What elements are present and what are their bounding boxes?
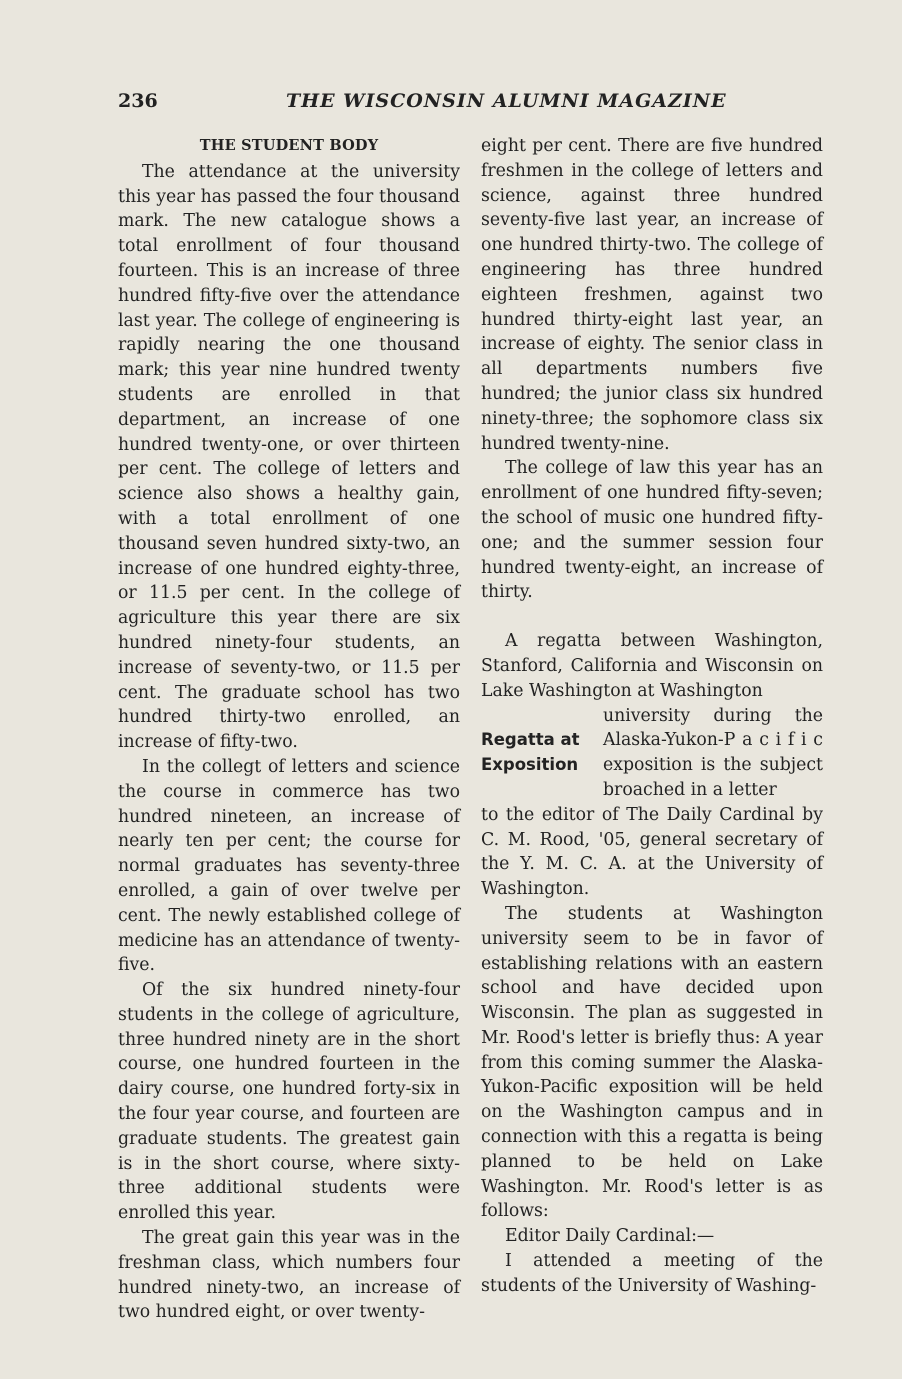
paragraph: The great gain this year was in the freshman class, which numbers four hundred ninety-two, an increase of two hundred eight, or over twenty- bbox=[118, 1228, 460, 1323]
sidehead-block bbox=[481, 704, 823, 803]
paragraph: In the collegt of letters and science the course in commerce has two hundred nineteen, an increase of nearly ten per cent; the course for normal graduates has seventy-three enrolled, a gain of over twelve per cent. The newly established college of medicine has an attendance of twenty-five. bbox=[118, 756, 460, 976]
right-column bbox=[481, 134, 823, 1299]
paragraph: The attendance at the university this year has passed the four thousand mark. The new catalogue shows a total enrollment of four thousand fourteen. This is an increase of three hundred fifty-five over the attendance last year. The college of engineering is rapidly nearing the one thousand mark; this year nine hundred twenty students are enrolled in that department, an increase of one hundred twenty-one, or over thirteen per cent. The college of letters and science also shows a healthy gain, with a total enrollment of one thousand seven hundred sixty-two, an increase of one hundred eighty-three, or 11.5 per cent. In the college of agriculture this year there are six hundred ninety-four students, an increase of seventy-two, or 11.5 per cent. The graduate school has two hundred thirty-two enrolled, an increase of fifty-two. bbox=[118, 161, 460, 753]
paragraph: Of the six hundred ninety-four students in the college of agriculture, three hundred ninety are in the short course, one hundred fourteen in the dairy course, one hundred forty-six in the four year course, and fourteen are graduate students. The greatest gain is in the short course, where sixty-three additional students were enrolled this year. bbox=[118, 980, 460, 1224]
left-column bbox=[118, 134, 460, 1325]
paragraph: The college of law this year has an enrollment of one hundred fifty-seven; the school of music one hundred fifty-one; and the summer session four hundred twenty-eight, an increase of thirty. bbox=[481, 458, 823, 603]
journal-title: THE WISCONSIN ALUMNI MAGAZINE bbox=[286, 90, 727, 112]
paragraph: eight per cent. There are five hundred freshmen in the college of letters and science, against three hundred seventy-five last year, an increase of one hundred thirty-two. The college of engineering has three hundred eighteen freshmen, against two hundred thirty-eight last year, an increase of eighty. The senior class in all departments numbers five hundred; the junior class six hundred ninety-three; the sophomore class six hundred twenty-nine. bbox=[481, 136, 823, 454]
page-header bbox=[118, 86, 828, 122]
paragraph: I attended a meeting of the students of the University of Washing- bbox=[481, 1251, 823, 1296]
paragraph: to the editor of The Daily Cardinal by C. M. Rood, '05, general secretary of the Y. M. C. A. at the University of Washington. bbox=[481, 804, 823, 900]
paragraph: university during the Alaska-Yukon-P a c i f i c exposition is the subject broached in a letter bbox=[603, 705, 823, 800]
paragraph: Editor Daily Cardinal:— bbox=[505, 1226, 715, 1247]
sidehead-line: Exposition bbox=[481, 755, 579, 775]
page-number: 236 bbox=[118, 90, 158, 112]
section-heading: THE STUDENT BODY bbox=[199, 137, 379, 154]
sidehead-line: Regatta at bbox=[481, 730, 580, 750]
paragraph: The students at Washington university seem to be in favor of establishing relations with an eastern school and have decided upon Wisconsin. The plan as suggested in Mr. Rood's letter is briefly thus: A year from this coming summer the Alaska-Yukon-Pacific exposition will be held on the Washington campus and in connection with this a regatta is being planned to be held on Lake Washington. Mr. Rood's letter is as follows: bbox=[481, 903, 823, 1222]
sidehead bbox=[481, 704, 603, 803]
paragraph: A regatta between Washington, Stanford, California and Wisconsin on Lake Washington at Washington bbox=[481, 631, 823, 701]
